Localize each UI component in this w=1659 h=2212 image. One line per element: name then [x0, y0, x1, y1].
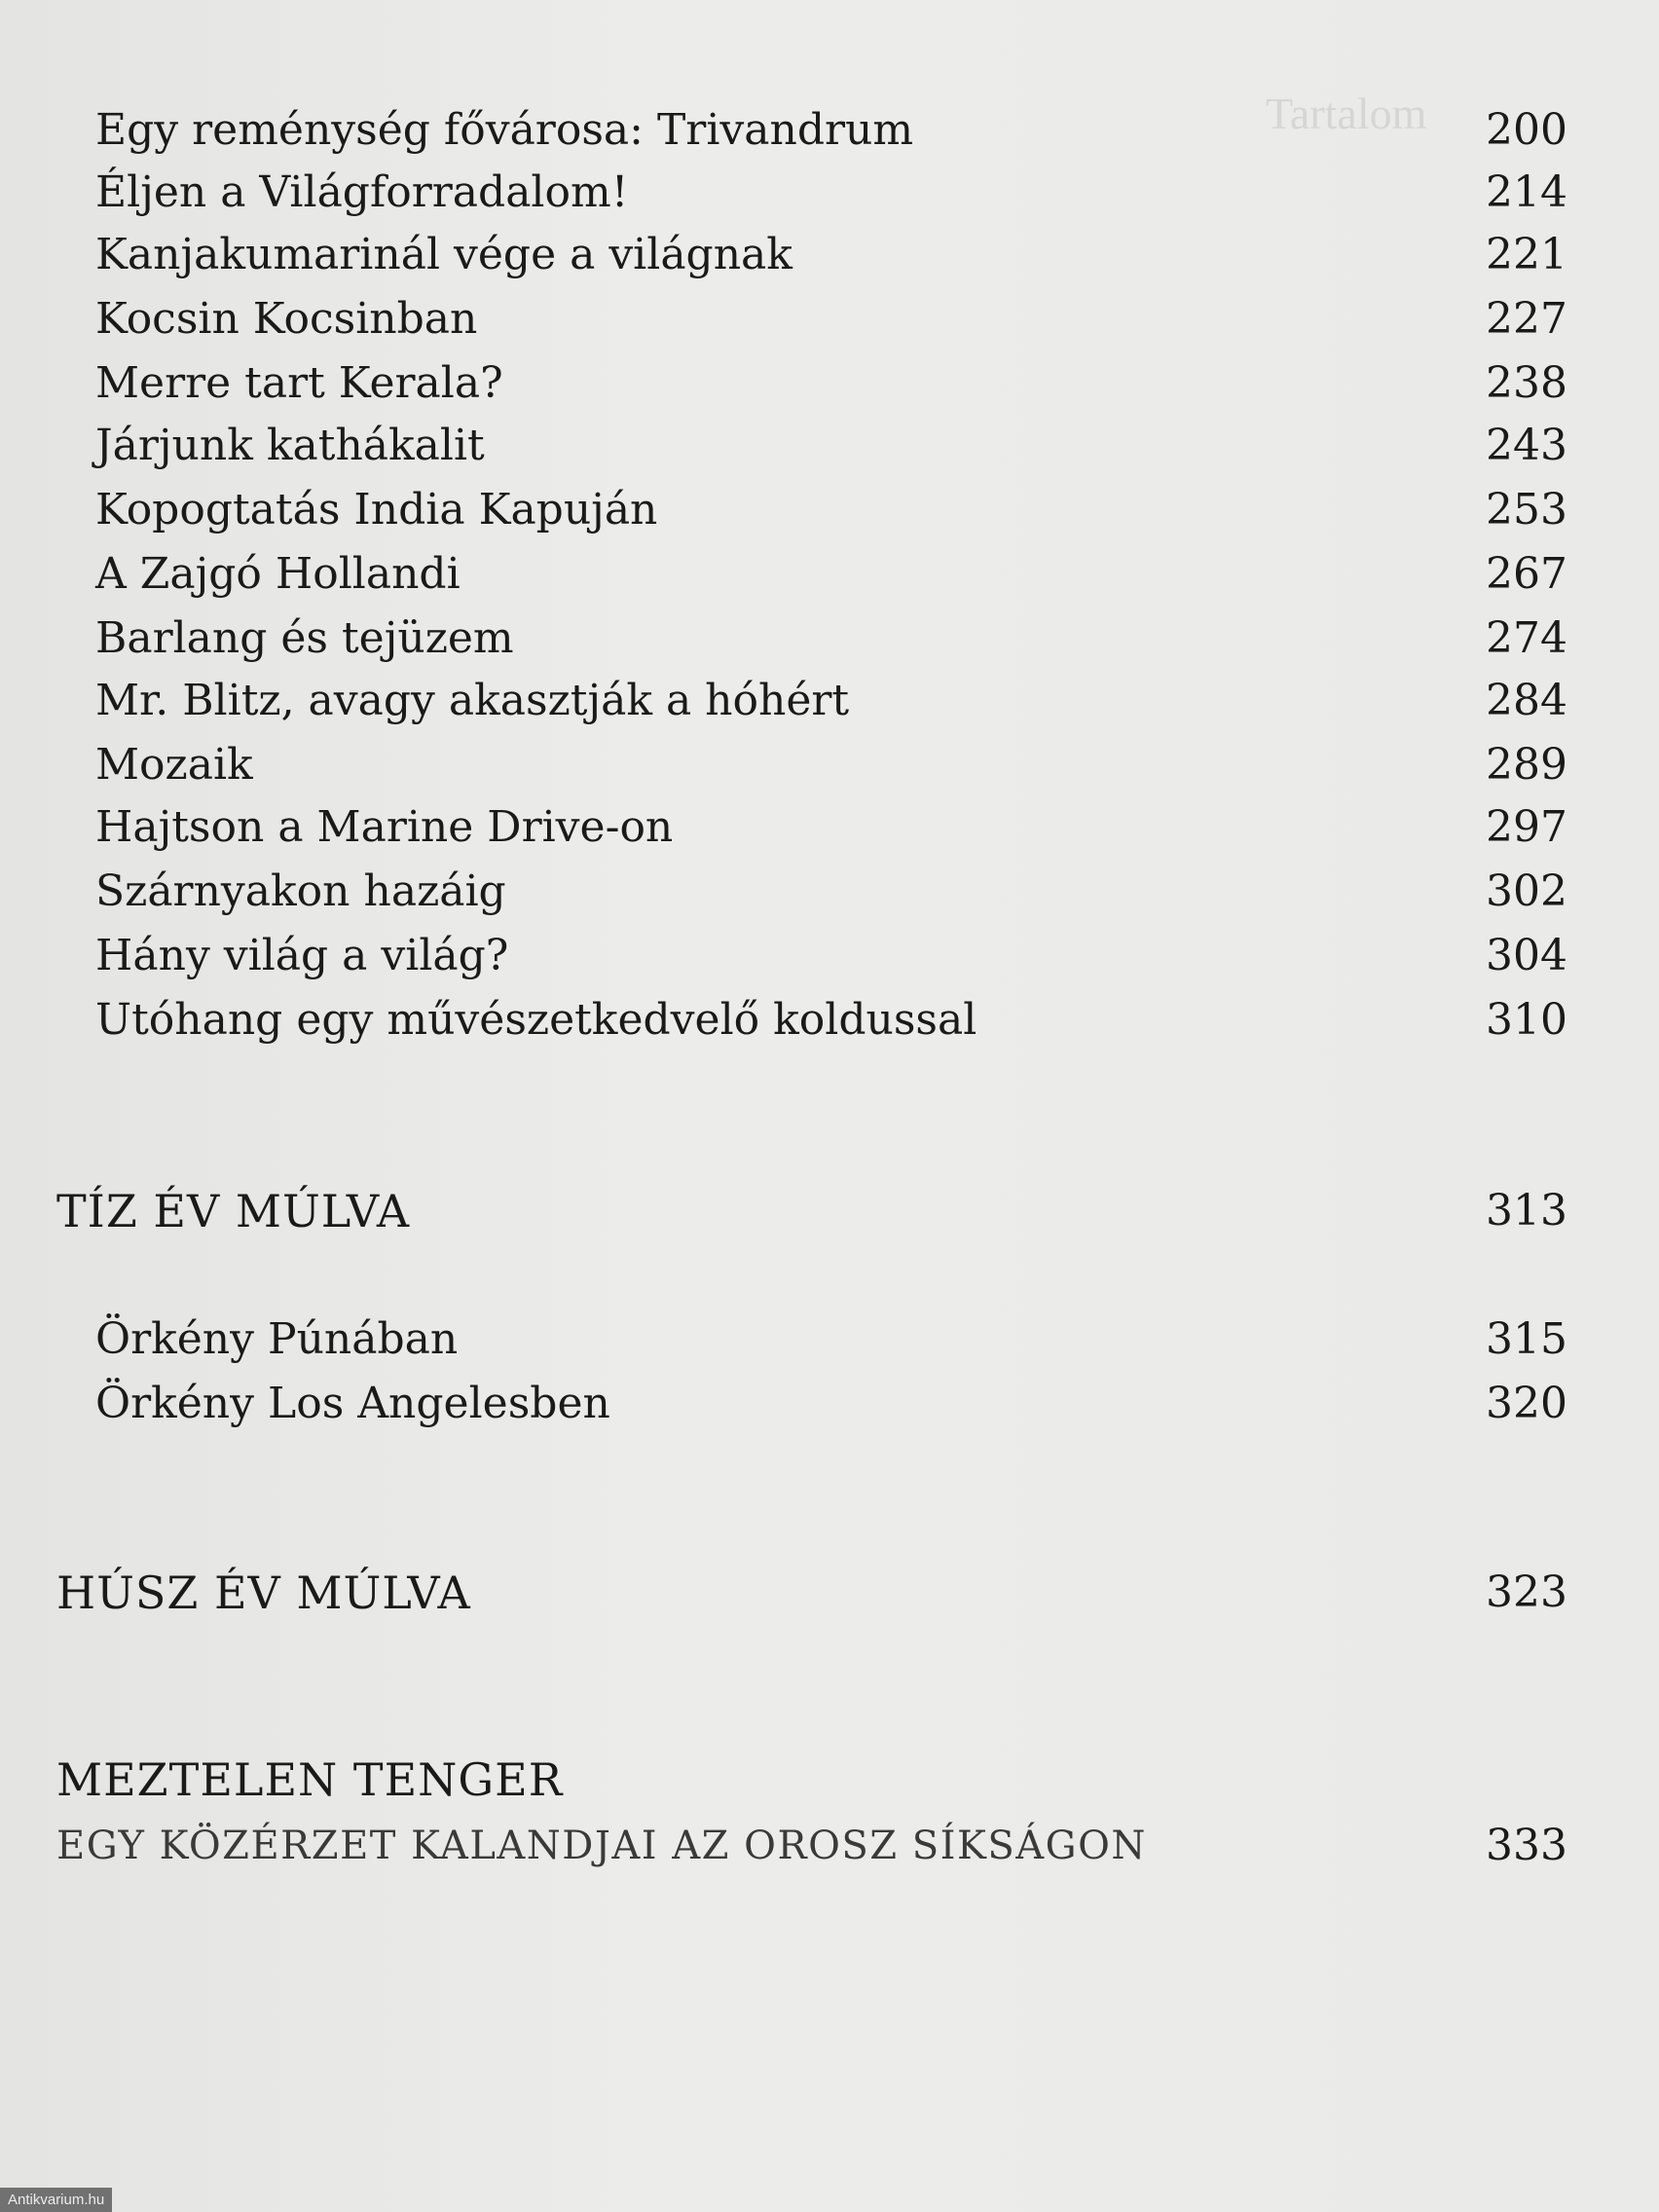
toc-entry-title: Hajtson a Marine Drive-on	[95, 802, 674, 852]
toc-entry-title: Kopogtatás India Kapuján	[95, 485, 658, 535]
toc-entry-page: 243	[1486, 421, 1567, 470]
toc-entry	[95, 1310, 1567, 1369]
section-heading	[56, 1564, 1567, 1622]
section-page: 313	[1486, 1186, 1567, 1235]
toc-entry-page: 227	[1486, 294, 1567, 344]
toc-entry	[95, 609, 1567, 668]
toc-entry-title: Egy reménység fővárosa: Trivandrum	[95, 105, 914, 155]
toc-entry-title: A Zajgó Hollandi	[95, 549, 461, 599]
section-heading	[56, 1751, 1567, 1809]
toc-entry-page: 284	[1486, 676, 1567, 725]
toc-entry	[95, 672, 1567, 730]
toc-entry-page: 200	[1486, 105, 1567, 155]
bleed-through-text: Tartalom	[1266, 89, 1427, 138]
toc-entry	[95, 354, 1567, 413]
toc-entry	[95, 226, 1567, 284]
toc-entry-title: Mozaik	[95, 740, 253, 790]
toc-entry	[95, 101, 1567, 160]
toc-entry	[95, 863, 1567, 921]
toc-entry	[95, 736, 1567, 794]
toc-entry	[95, 481, 1567, 539]
section-subtitle: EGY KÖZÉRZET KALANDJAI AZ OROSZ SÍKSÁGON	[56, 1824, 1147, 1868]
toc-entry	[95, 545, 1567, 604]
section-page: 323	[1486, 1567, 1567, 1617]
toc-entry-page: 302	[1486, 866, 1567, 916]
toc-entry	[95, 798, 1567, 857]
section-heading	[56, 1182, 1567, 1240]
toc-entry-page: 267	[1486, 549, 1567, 599]
toc-entry	[95, 290, 1567, 349]
toc-entry	[95, 927, 1567, 985]
toc-entry	[95, 417, 1567, 475]
toc-entry-title: Éljen a Világforradalom!	[95, 167, 629, 217]
toc-entry-title: Mr. Blitz, avagy akasztják a hóhért	[95, 676, 850, 725]
toc-entry-page: 238	[1486, 358, 1567, 408]
toc-entry-page: 315	[1486, 1314, 1567, 1364]
section-title: TÍZ ÉV MÚLVA	[56, 1185, 411, 1237]
toc-entry-page: 310	[1486, 995, 1567, 1045]
toc-entry-page: 289	[1486, 740, 1567, 790]
section-title: MEZTELEN TENGER	[56, 1753, 564, 1806]
toc-entry-title: Barlang és tejüzem	[95, 613, 514, 663]
toc-entry-title: Hány világ a világ?	[95, 931, 509, 980]
toc-entry-title: Merre tart Kerala?	[95, 358, 503, 408]
toc-entry-page: 274	[1486, 613, 1567, 663]
toc-entry	[95, 1375, 1567, 1433]
toc-entry-title: Utóhang egy művészetkedvelő koldussal	[95, 995, 977, 1045]
toc-entry-title: Örkény Púnában	[95, 1314, 459, 1364]
toc-entry-page: 214	[1486, 167, 1567, 217]
toc-entry-page: 253	[1486, 485, 1567, 535]
toc-entry	[95, 991, 1567, 1050]
toc-entry-title: Kanjakumarinál vége a világnak	[95, 230, 793, 279]
toc-entry-title: Kocsin Kocsinban	[95, 294, 478, 344]
toc-entry-page: 304	[1486, 931, 1567, 980]
section-subheading	[56, 1817, 1567, 1875]
toc-entry	[95, 164, 1567, 222]
toc-entry-page: 221	[1486, 230, 1567, 279]
section-page: 333	[1486, 1821, 1567, 1870]
toc-entry-page: 297	[1486, 802, 1567, 852]
toc-entry-page: 320	[1486, 1379, 1567, 1428]
watermark-logo: Antikvarium.hu	[0, 2188, 112, 2212]
toc-entry-title: Járjunk kathákalit	[95, 421, 485, 470]
toc-entry-title: Szárnyakon hazáig	[95, 866, 506, 916]
section-title: HÚSZ ÉV MÚLVA	[56, 1567, 471, 1619]
toc-entry-title: Örkény Los Angelesben	[95, 1379, 610, 1428]
